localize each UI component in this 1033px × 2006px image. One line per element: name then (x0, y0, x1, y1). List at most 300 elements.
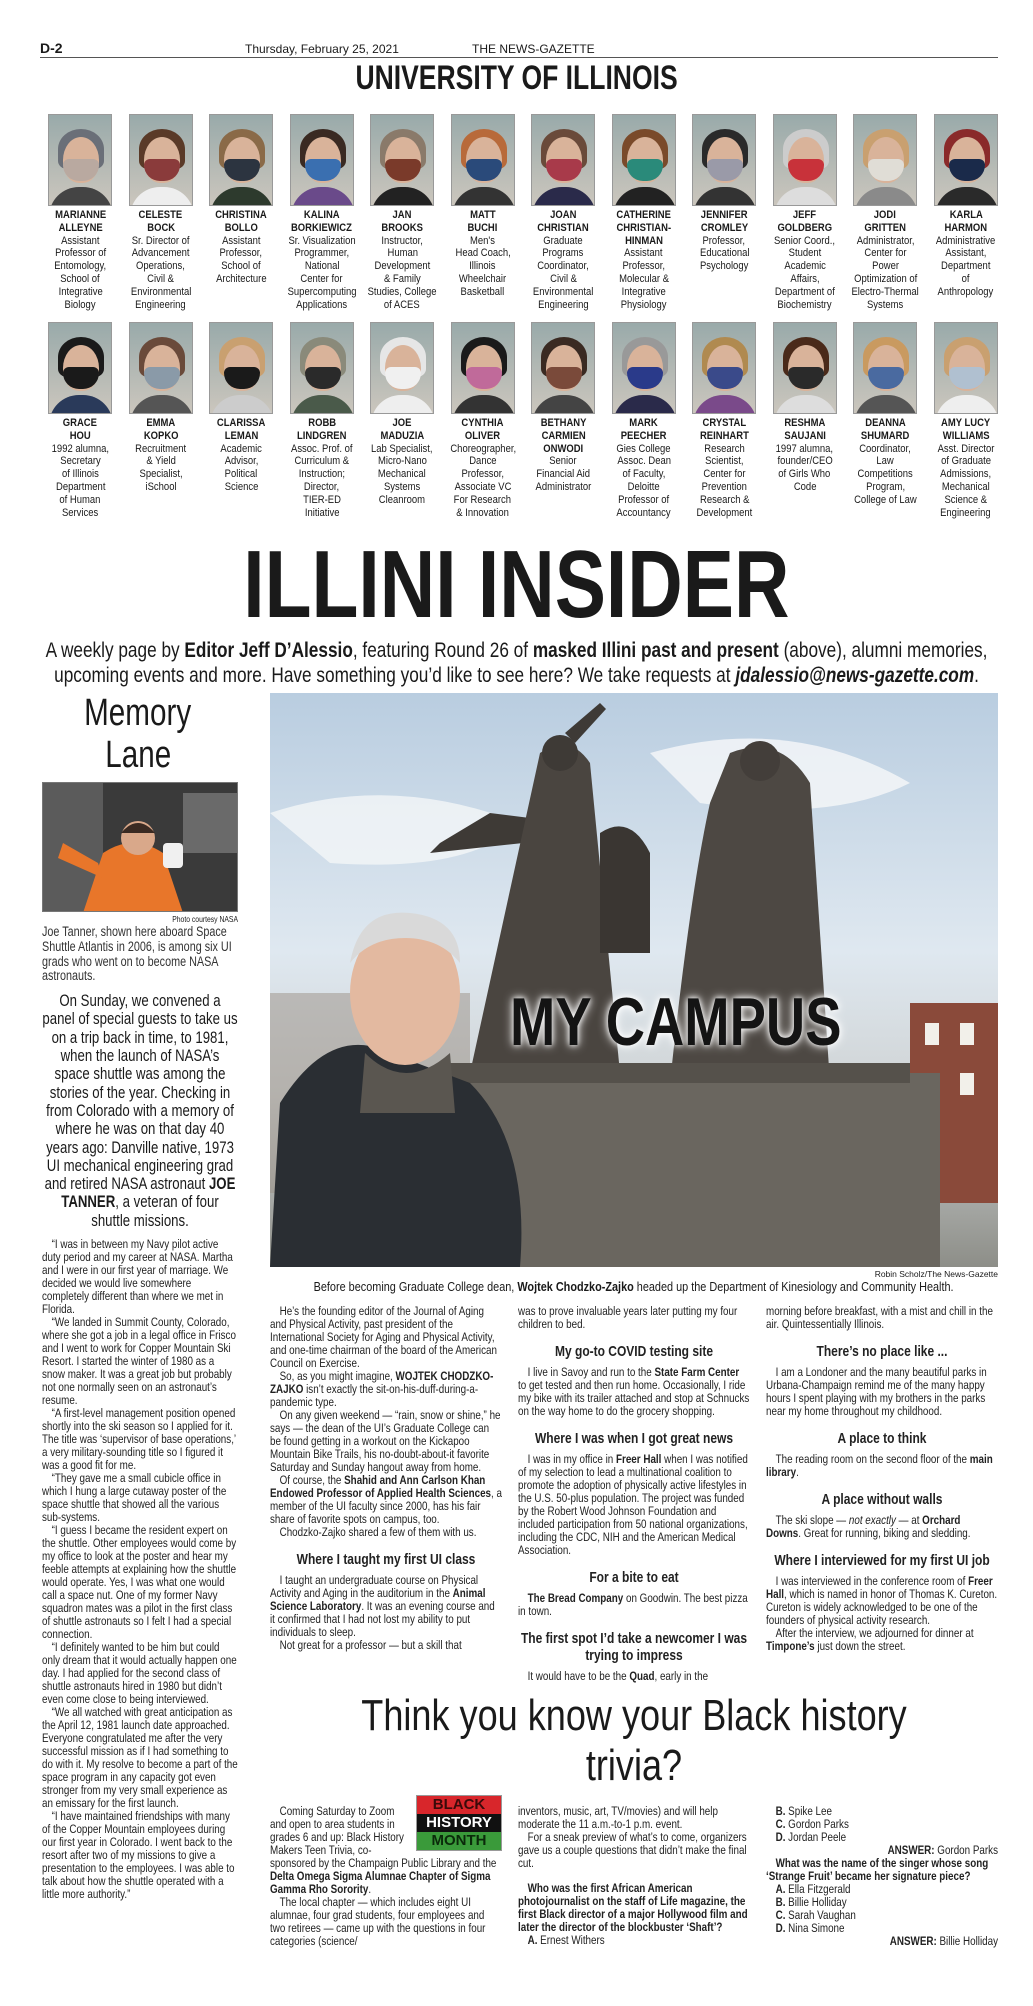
paragraph (518, 1366, 750, 1418)
trivia-columns (270, 1796, 998, 1948)
title-line: Competitions (857, 468, 913, 481)
column-flow (270, 1305, 502, 1652)
shoulders-shape (452, 395, 515, 414)
shoulders-shape (291, 187, 354, 206)
subheading-text: Where I was when I got great news (534, 1430, 734, 1447)
text-run: Billie Holliday (785, 1895, 847, 1909)
bold-text: A. (527, 1933, 538, 1947)
subheading (518, 1630, 750, 1664)
title-line: Head Coach, (455, 247, 511, 260)
bold-text: ANSWER: (889, 1934, 937, 1948)
name-line: GOLDBERG (777, 221, 833, 234)
text-run: He’s the founding editor of the Journal of Aging and Physical Activity, past president of the International Society for Aging and Physical Activity, and one-time chairman of the board of the American Council on Exercise. (270, 1304, 497, 1370)
bold-text: Animal Science Laboratory (270, 1586, 486, 1613)
trivia-headline (270, 1691, 998, 1791)
paragraph (270, 1639, 502, 1652)
person-title (926, 443, 1007, 520)
person-title (443, 235, 524, 299)
my-campus-and-trivia (270, 1269, 998, 1948)
person-title (201, 235, 282, 286)
shoulders-shape (854, 395, 917, 414)
name-line: JODI (874, 209, 897, 221)
masked-portrait (451, 322, 515, 414)
person-title (604, 247, 685, 311)
person-title (845, 235, 926, 312)
article-column-1 (270, 1305, 502, 1683)
title-line: Biology (64, 298, 96, 311)
title-line: of (961, 272, 970, 285)
name-line: MARIANNE (54, 209, 106, 221)
paragraph (766, 1305, 998, 1331)
title-line: Services (62, 506, 99, 519)
text-run: . (368, 1882, 372, 1896)
person-title (765, 235, 846, 312)
masked-portrait (370, 322, 434, 414)
name-line: BORKIEWICZ (291, 221, 353, 234)
subheading (766, 1491, 998, 1508)
text-run: I taught an undergraduate course on Physical Activity and Aging in the auditorium in the (270, 1573, 479, 1600)
trivia-headline-text: Think you know your Black history trivia? (361, 1691, 907, 1790)
text-run: So, as you might imagine, (279, 1369, 396, 1383)
name-line: CRYSTAL (702, 417, 747, 429)
person-title (40, 443, 121, 520)
person-name (201, 209, 282, 235)
text-run: I was interviewed in the conference room of (775, 1574, 969, 1588)
person-title (523, 455, 604, 493)
page-number: D-2 (40, 40, 63, 56)
column-flow (518, 1805, 750, 1947)
title-line: Choreographer, (449, 442, 516, 455)
issue-date: Thursday, February 25, 2021 (245, 42, 399, 56)
subheading (270, 1551, 502, 1568)
astronaut-photo (42, 782, 238, 912)
name-line: DEANNA (865, 417, 906, 429)
title-line: Student (788, 247, 822, 260)
text-run: The local chapter — which includes eight UI alumnae, four grad students, four employees and two retirees — came up with the questions in four categories (science/ (270, 1895, 486, 1948)
masked-portrait (451, 114, 515, 206)
text-run: Coming Saturday to Zoom and open to area students in grades 6 and up: Black History Makers Teen Trivia, co-sponsored by the Champaign Public Library and the (270, 1804, 497, 1870)
face-mask-icon (63, 159, 99, 181)
title-line: Department of (774, 285, 835, 298)
face-mask-icon (385, 159, 421, 181)
person-card (201, 322, 282, 519)
title-line: Engineering (940, 506, 991, 519)
title-line: Instruction; (298, 468, 345, 481)
shoulders-shape (49, 395, 112, 414)
face-mask-icon (868, 367, 904, 389)
title-line: Lab Specialist, (371, 442, 434, 455)
name-line: MARK (629, 417, 658, 429)
title-line: Coordinator, (537, 260, 590, 273)
title-line: Environmental (130, 285, 191, 298)
intro-rich (30, 638, 1003, 688)
masthead-text: ILLINI INSIDER (243, 531, 790, 638)
memory-lane-lede (42, 992, 238, 1230)
title-line: Human (386, 247, 418, 260)
text-run: Chodzko-Zajko shared a few of them with us. (279, 1525, 477, 1539)
title-line: Secretary (59, 455, 101, 468)
title-line: Power (871, 260, 899, 273)
paragraph (42, 1472, 238, 1524)
masked-portrait (773, 322, 837, 414)
name-line: CLARISSA (217, 417, 266, 429)
paragraph (518, 1592, 750, 1618)
shoulders-shape (532, 187, 595, 206)
person-card (765, 322, 846, 519)
masked-portrait (48, 114, 112, 206)
name-line: GRITTEN (864, 221, 907, 234)
text-run: Jordan Peele (785, 1830, 847, 1844)
text-run: For a sneak preview of what’s to come, organizers gave us a couple questions that didn’t make the final cut. (518, 1830, 747, 1870)
paragraph (518, 1670, 750, 1683)
title-line: Civil & (147, 272, 175, 285)
paragraph (518, 1805, 750, 1831)
title-line: Program, (865, 480, 905, 493)
title-line: Administrator (535, 480, 592, 493)
section-title (0, 58, 1033, 98)
title-line: Development (374, 260, 431, 273)
text-run: Gordon Parks (785, 1817, 849, 1831)
subheading (766, 1430, 998, 1447)
bold-text: B. (775, 1895, 786, 1909)
person-card (926, 114, 1007, 311)
paragraph (42, 1641, 238, 1706)
title-line: Civil & (549, 272, 577, 285)
paragraph (766, 1857, 998, 1883)
name-line: HOU (69, 429, 91, 442)
intro-text (30, 638, 1003, 688)
page-folio (40, 38, 998, 58)
title-line: Center for (300, 272, 343, 285)
section-title-text: UNIVERSITY OF ILLINOIS (355, 59, 678, 97)
shoulders-shape (935, 395, 998, 414)
face-mask-icon (385, 367, 421, 389)
title-line: Environmental (533, 285, 594, 298)
text-run: inventors, music, art, TV/movies) and will help moderate the 11 a.m.-to-1 p.m. event. (518, 1804, 718, 1831)
person-title (443, 443, 524, 520)
person-card (121, 114, 202, 311)
bold-text: D. (775, 1921, 786, 1935)
memory-lane-title-line1: Memory (84, 692, 192, 734)
title-line: & Yield (146, 455, 176, 468)
text-run: headed up the Department of Kinesiology and Community Health. (634, 1280, 954, 1294)
shoulders-shape (130, 395, 193, 414)
text-run: The reading room on the second floor of the (775, 1452, 970, 1466)
text-run: Ella Fitzgerald (785, 1882, 851, 1896)
text-run: On Sunday, we convened a panel of special guests to take us on a trip back in time, to 1981, when the launch of NASA’s space shuttle was among the stories of the year. Checking in from Colorado with a memory of where he was on that day 40 years ago: Danville native, 1973 UI mechanical engineering grad and retired NASA astronaut (42, 992, 238, 1194)
bold-text: Editor Jeff D’Alessio (184, 639, 353, 662)
title-line: Integrative (58, 285, 103, 298)
face-mask-icon (546, 159, 582, 181)
text-run: “I guess I became the resident expert on the shuttle. Other employees would come by my office to look at the poster and hear my feeble attempts at explaining how the shuttle would operate. Yes, I was what one would call a space nut. One of my former Navy squadron mates was a pilot in the first class of shuttle astronauts so I felt I had a special connection. (42, 1523, 237, 1642)
title-line: Deloitte (627, 480, 660, 493)
bold-text: masked Illini past and present (532, 639, 779, 662)
bold-text: WOJTEK CHODZKO-ZAJKO (270, 1369, 494, 1396)
shoulders-shape (452, 187, 515, 206)
newspaper-name: THE NEWS-GAZETTE (472, 42, 595, 56)
title-line: Basketball (460, 285, 505, 298)
title-line: Financial Aid (536, 468, 591, 481)
trivia-column-2 (518, 1805, 750, 1948)
paragraph (766, 1453, 998, 1479)
title-line: Programs (542, 247, 584, 260)
person-card (765, 114, 846, 311)
memory-lane-flow (42, 914, 238, 1901)
text-run: “We all watched with great anticipation as the April 12, 1981 launch date approached. Everyone congratulated me after the very successful mission as if I had something to do with it. My resolve to become a part of the space program in any capacity got even stronger from my very small experience as an emissary for the first launch. (42, 1705, 238, 1811)
paragraph (518, 1453, 750, 1557)
title-line: Illinois (469, 260, 496, 273)
text-run: , early in the (654, 1669, 709, 1683)
title-line: Academic (220, 442, 263, 455)
name-line: CHRISTINA (215, 209, 267, 221)
name-line: BETHANY (540, 417, 587, 429)
column-flow (766, 1805, 998, 1948)
shoulders-shape (371, 187, 434, 206)
text-run: “I have maintained friendships with many of the Copper Mountain employees during our first year in Colorado. I went back to the resort after two of my missions to give a presentation to the employees. I was able to talk about how the shuttle operated with a little more authority.” (42, 1809, 235, 1902)
paragraph (270, 1474, 502, 1526)
text-run: Nina Simone (785, 1921, 845, 1935)
name-line: RESHMA (784, 417, 826, 429)
name-line: SHUMARD (861, 429, 910, 442)
text-run: — at (895, 1513, 923, 1527)
name-line: OLIVER (465, 429, 501, 442)
black-history-month-logo (416, 1795, 502, 1851)
person-title (926, 235, 1007, 299)
person-card (121, 322, 202, 519)
name-line: JOAN (550, 209, 577, 221)
title-line: iSchool (145, 480, 177, 493)
column-flow (766, 1305, 998, 1653)
name-line: WILLIAMS (942, 429, 990, 442)
person-name (443, 209, 524, 235)
person-name (926, 209, 1007, 235)
bold-text: Orchard Downs (766, 1513, 961, 1540)
bold-text: Shahid and Ann Carlson Khan Endowed Professor of Applied Health Sciences (270, 1473, 492, 1500)
title-line: Architecture (215, 272, 267, 285)
masked-portrait (853, 322, 917, 414)
astronaut-image (43, 783, 238, 912)
masked-portrait (129, 322, 193, 414)
subheading-text: A place without walls (821, 1491, 943, 1508)
person-title (121, 443, 202, 494)
person-title (523, 235, 604, 312)
person-name (40, 209, 121, 235)
title-line: Senior (549, 455, 577, 468)
title-line: Professor, (219, 247, 263, 260)
title-line: Engineering (135, 298, 186, 311)
name-line: BOLLO (224, 221, 258, 234)
paragraph (766, 1575, 998, 1627)
person-title (121, 235, 202, 312)
title-line: Mechanical (378, 468, 427, 481)
person-card (684, 322, 765, 519)
text-run: . (796, 1465, 799, 1479)
masked-portrait (370, 114, 434, 206)
title-line: Department (941, 260, 991, 273)
memory-lane-column (42, 914, 238, 1901)
title-line: Programmer, (294, 247, 350, 260)
face-mask-icon (707, 159, 743, 181)
text-run: was to prove invaluable years later putting my four children to bed. (518, 1304, 738, 1331)
photo-caption (270, 1280, 998, 1295)
bold-text: What was the name of the singer whose song ‘Strange Fruit’ became her signature piece? (766, 1856, 989, 1883)
title-line: Psychology (700, 260, 749, 273)
name-line: LINDGREN (297, 429, 347, 442)
title-line: Entomology, (54, 260, 107, 273)
title-line: Applications (296, 298, 348, 311)
shoulders-shape (693, 395, 756, 414)
bold-text: Who was the first African American photojournalist on the staff of Life magazine, the first Black director of a major Hollywood film and later the director of the blockbuster ‘Shaft’? (518, 1881, 748, 1934)
subheading (518, 1343, 750, 1360)
name-line: HARMON (944, 221, 988, 234)
person-title (201, 443, 282, 494)
title-line: of Graduate (940, 455, 991, 468)
title-line: Assistant (222, 234, 261, 247)
title-line: Educational (699, 247, 749, 260)
title-line: Systems (384, 480, 421, 493)
name-line: CYNTHIA (461, 417, 504, 429)
face-mask-icon (63, 367, 99, 389)
title-line: Professor of (618, 493, 670, 506)
title-line: Assistant, (945, 247, 987, 260)
title-line: Research (703, 442, 745, 455)
photo-credit: Photo courtesy NASA (172, 914, 238, 924)
name-line: BROOKS (381, 221, 424, 234)
text-run: . It was an evening course and it confirmed that I had not lost my ability to put individuals to sleep. (270, 1599, 495, 1639)
title-line: 1997 alumna, (776, 442, 834, 455)
title-line: Director, (304, 480, 340, 493)
name-line: BOCK (146, 221, 175, 234)
text-run: Of course, the (279, 1473, 345, 1487)
paragraph (42, 1810, 238, 1901)
paragraph (766, 1935, 998, 1948)
bold-text: ANSWER: (887, 1843, 935, 1857)
title-line: Professor, (461, 468, 505, 481)
shoulders-shape (613, 187, 676, 206)
name-line: CATHERINE (616, 209, 671, 221)
title-line: Science & (944, 493, 988, 506)
bold-text: jdalessio@news-gazette.com (735, 664, 975, 687)
logo-line-history: HISTORY (417, 1814, 501, 1832)
person-title (362, 235, 443, 312)
person-name (40, 417, 121, 443)
title-line: Studies, College (367, 285, 437, 298)
title-line: Systems (867, 298, 904, 311)
title-line: Specialist, (139, 468, 183, 481)
bold-text: Freer Hall (766, 1574, 993, 1601)
text-run: “They gave me a small cubicle office in which I hung a large cutaway poster of the space shuttle that showed all the various sub-systems. (42, 1471, 227, 1525)
person-card (926, 322, 1007, 519)
text-run: I live in Savoy and run to the (527, 1365, 655, 1379)
memory-lane-title (40, 692, 236, 776)
title-line: Professor, (702, 234, 746, 247)
title-line: Dance (469, 455, 497, 468)
title-line: Affairs, (790, 272, 820, 285)
title-line: Research & (699, 493, 749, 506)
title-line: School of (221, 260, 261, 273)
name-line: CELESTE (138, 209, 183, 221)
subheading (766, 1343, 998, 1360)
text-run: A weekly page by (45, 639, 185, 662)
paragraph (766, 1514, 998, 1540)
text-run: , a member of the UI faculty since 2000, has his fair share of favorite spots on campus, too. (270, 1486, 502, 1526)
title-line: Science (224, 480, 259, 493)
text-run: just down the street. (814, 1639, 906, 1653)
person-title (684, 235, 765, 273)
title-line: Integrative (621, 285, 666, 298)
name-line: JEFF (793, 209, 817, 221)
title-line: Scientist, (705, 455, 744, 468)
title-line: Code (793, 480, 817, 493)
title-line: of Human (59, 493, 101, 506)
logo-line-black: BLACK (417, 1796, 501, 1814)
title-line: Center for (703, 468, 746, 481)
title-line: Advisor, (224, 455, 259, 468)
title-line: Electro-Thermal (851, 285, 919, 298)
person-card (684, 114, 765, 311)
name-line: LEMAN (224, 429, 259, 442)
name-line: AMY LUCY (941, 417, 991, 429)
person-name (121, 417, 202, 443)
person-card (845, 114, 926, 311)
text-run: , featuring Round 26 of (352, 639, 533, 662)
paragraph (270, 1409, 502, 1474)
text-run: on Goodwin. The best pizza in town. (518, 1591, 748, 1618)
title-line: Biochemistry (777, 298, 832, 311)
title-line: Associate VC (454, 480, 512, 493)
person-card (443, 114, 524, 311)
shoulders-shape (130, 187, 193, 206)
text-run: After the interview, we adjourned for dinner at (775, 1626, 974, 1640)
memory-lane-body (42, 1238, 238, 1901)
person-card (845, 322, 926, 519)
title-line: Wheelchair (459, 272, 507, 285)
text-run: “We landed in Summit County, Colorado, where she got a job in a legal office in Frisco and I went to work for Copper Mountain Ski Resort. I started the winter of 1980 as a snow maker. It was a great job but probably not one normally seen on an astronaut’s resume. (42, 1315, 236, 1408)
title-line: Instructor, (381, 234, 424, 247)
masked-portrait (531, 114, 595, 206)
person-name (362, 417, 443, 443)
trivia-column-1 (270, 1796, 502, 1948)
masked-portrait (531, 322, 595, 414)
masthead (0, 531, 1033, 638)
shoulders-shape (935, 187, 998, 206)
person-card (201, 114, 282, 311)
name-line: ONWODI (543, 442, 584, 455)
title-line: Assistant (61, 234, 100, 247)
masked-people-row-2 (40, 322, 1010, 519)
shoulders-shape (291, 395, 354, 414)
shoulders-shape (49, 187, 112, 206)
bold-text: Wojtek Chodzko-Zajko (517, 1280, 635, 1294)
person-name (765, 209, 846, 235)
name-line: CARMIEN (541, 429, 586, 442)
face-mask-icon (224, 159, 260, 181)
subheading (766, 1552, 998, 1569)
name-line: CHRISTIAN (537, 221, 589, 234)
shoulders-shape (774, 395, 837, 414)
paragraph (42, 1407, 238, 1472)
text-run: “I definitely wanted to be him but could only dream that it would actually happen one day. I had applied for the second class of shuttle astronauts hired in 1980 but didn’t even come close to being interviewed. (42, 1640, 237, 1707)
text-run: , a veteran of four shuttle missions. (91, 1193, 219, 1230)
shoulders-shape (854, 187, 917, 206)
person-name (282, 417, 363, 443)
title-line: Optimization of (853, 272, 917, 285)
text-run: I was in my office in (527, 1452, 616, 1466)
paragraph (766, 1627, 998, 1653)
bold-text: D. (775, 1830, 786, 1844)
person-card (40, 322, 121, 519)
paragraph (518, 1831, 750, 1870)
